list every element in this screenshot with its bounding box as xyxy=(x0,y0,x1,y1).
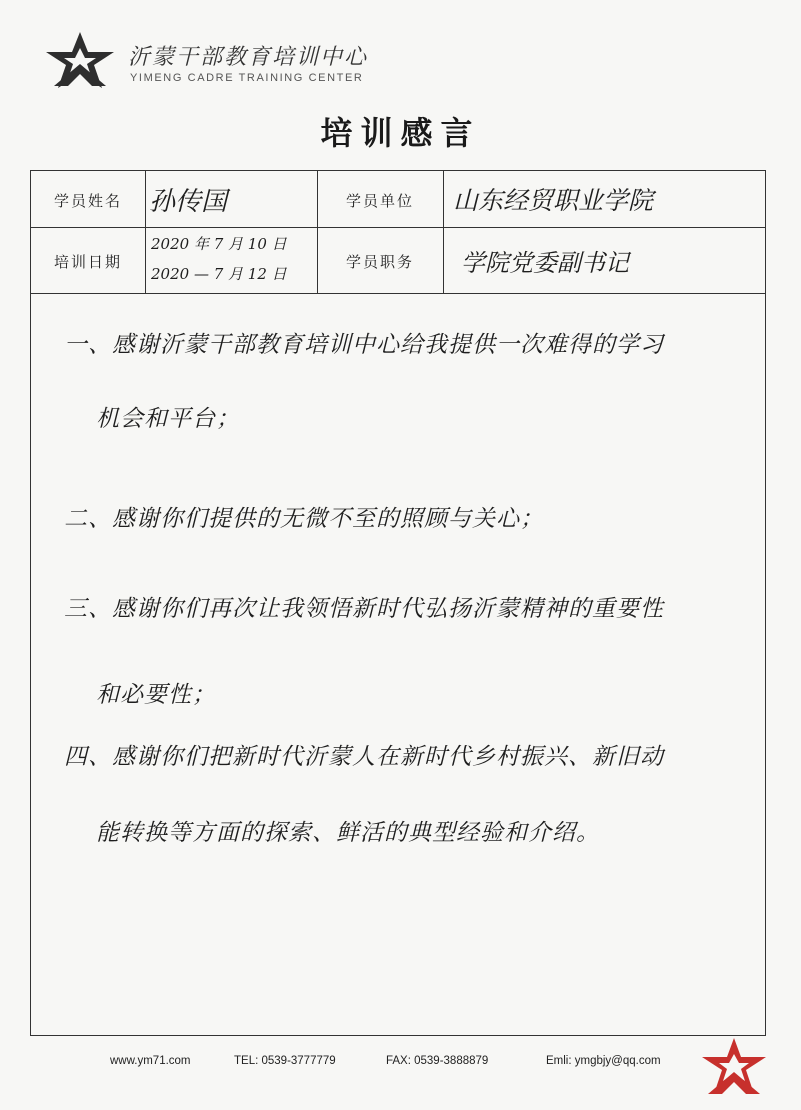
date-label: 培训日期 xyxy=(53,253,122,271)
position-value: 学院党委副书记 xyxy=(461,249,629,277)
feedback-item-3: 三、感谢你们再次让我领悟新时代弘扬沂蒙精神的重要性 xyxy=(64,596,664,622)
footer-website: www.ym71.com xyxy=(110,1055,191,1067)
date-line-2: 2020 — 7 月 12 日 xyxy=(151,265,287,283)
footer-fax: FAX: 0539-3888879 xyxy=(386,1055,489,1067)
feedback-item-4: 四、感谢你们把新时代沂蒙人在新时代乡村振兴、新旧动 xyxy=(64,744,664,770)
column-divider xyxy=(443,171,444,293)
feedback-item-1-cont: 机会和平台； xyxy=(96,406,240,432)
star-logo-icon xyxy=(700,1036,768,1096)
name-value: 孙传国 xyxy=(149,187,228,217)
name-label: 学员姓名 xyxy=(53,192,122,210)
row-divider xyxy=(31,227,765,228)
org-name-en: YIMENG CADRE TRAINING CENTER xyxy=(130,72,364,84)
footer-tel: TEL: 0539-3777779 xyxy=(234,1055,336,1067)
row-divider xyxy=(31,293,765,294)
feedback-item-3-cont: 和必要性； xyxy=(96,682,216,708)
position-label: 学员职务 xyxy=(345,253,414,271)
column-divider xyxy=(145,171,146,293)
unit-label: 学员单位 xyxy=(345,192,414,210)
footer-email: Emli: ymgbjy@qq.com xyxy=(546,1055,661,1067)
feedback-item-4-cont: 能转换等方面的探索、鲜活的典型经验和介绍。 xyxy=(96,820,600,846)
unit-value: 山东经贸职业学院 xyxy=(453,186,654,215)
feedback-item-2: 二、感谢你们提供的无微不至的照顾与关心； xyxy=(64,506,544,532)
org-name-cn: 沂蒙干部教育培训中心 xyxy=(128,45,369,70)
feedback-item-1: 一、感谢沂蒙干部教育培训中心给我提供一次难得的学习 xyxy=(64,332,664,358)
page-title: 培训感言 xyxy=(320,114,481,152)
star-logo-icon xyxy=(44,30,116,90)
date-line-1: 2020 年 7 月 10 日 xyxy=(151,235,287,253)
